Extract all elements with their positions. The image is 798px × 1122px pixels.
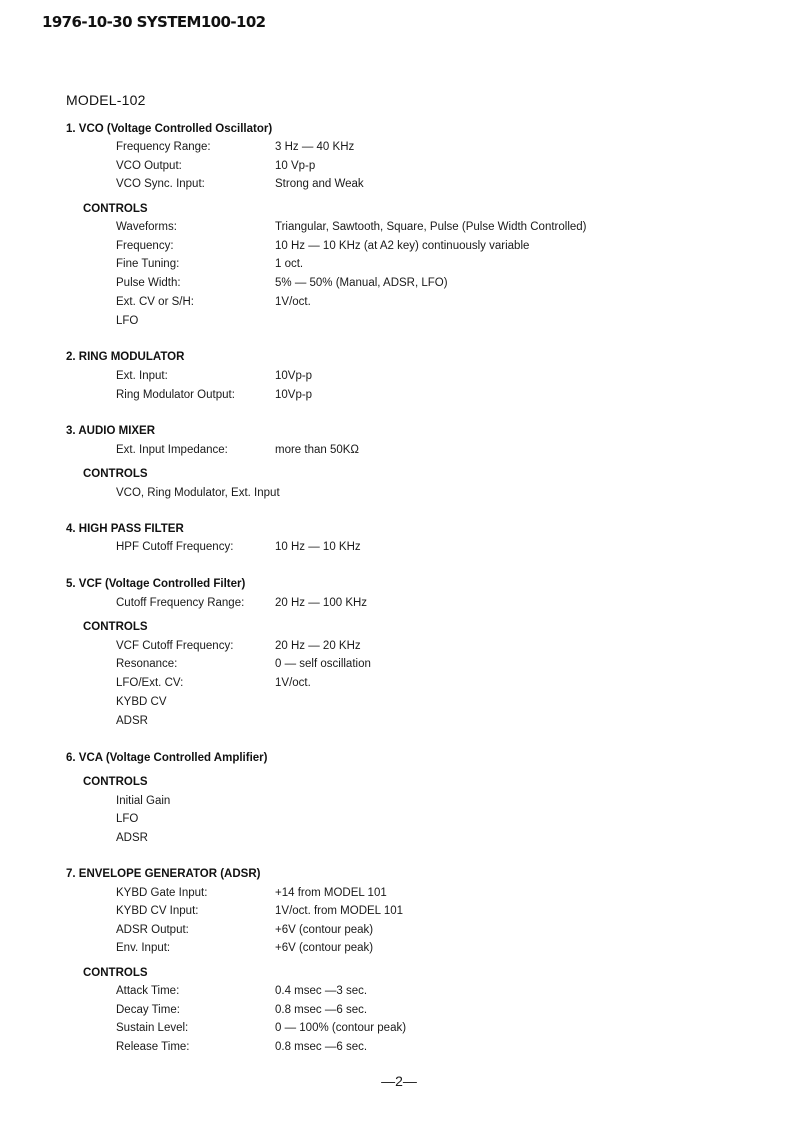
spec-label: KYBD CV Input: xyxy=(116,905,199,917)
control-value: 0.8 msec —6 sec. xyxy=(275,1004,368,1016)
spec-label: Ring Modulator Output: xyxy=(116,389,235,401)
control-value: Triangular, Sawtooth, Square, Pulse (Pulse Width Controlled) xyxy=(275,221,587,233)
control-value: 0.8 msec —6 sec. xyxy=(275,1041,368,1053)
controls-label: CONTROLS xyxy=(83,621,148,633)
spec-value: +14 from MODEL 101 xyxy=(275,887,387,899)
spec-value: 10 Hz — 10 KHz xyxy=(275,541,361,553)
section-title-envelope-generator: 7. ENVELOPE GENERATOR (ADSR) xyxy=(66,868,261,880)
control-label: Sustain Level: xyxy=(116,1022,189,1034)
control-label: Attack Time: xyxy=(116,985,180,997)
spec-label: KYBD Gate Input: xyxy=(116,887,208,899)
spec-value: 20 Hz — 100 KHz xyxy=(275,597,368,609)
control-label: Fine Tuning: xyxy=(116,258,180,270)
control-value: 0 — 100% (contour peak) xyxy=(275,1022,407,1034)
section-title-high-pass-filter: 4. HIGH PASS FILTER xyxy=(66,523,184,535)
spec-value: 10Vp-p xyxy=(275,370,313,382)
control-label: LFO xyxy=(116,813,139,825)
section-title-vca: 6. VCA (Voltage Controlled Amplifier) xyxy=(66,752,268,764)
control-label: VCF Cutoff Frequency: xyxy=(116,640,234,652)
model-title: MODEL-102 xyxy=(66,92,146,108)
section-title-audio-mixer: 3. AUDIO MIXER xyxy=(66,425,156,437)
control-label: Frequency: xyxy=(116,240,174,252)
control-label: Ext. CV or S/H: xyxy=(116,296,194,308)
controls-label: CONTROLS xyxy=(83,468,148,480)
spec-label: Ext. Input: xyxy=(116,370,168,382)
spec-label: VCO Sync. Input: xyxy=(116,178,205,190)
control-label: Waveforms: xyxy=(116,221,177,233)
control-value: 1 oct. xyxy=(275,258,304,270)
control-value: 1V/oct. xyxy=(275,677,311,689)
control-label: Initial Gain xyxy=(116,795,171,807)
spec-label: HPF Cutoff Frequency: xyxy=(116,541,234,553)
spec-value: +6V (contour peak) xyxy=(275,924,374,936)
spec-value: 10 Vp-p xyxy=(275,160,316,172)
section-title-vco: 1. VCO (Voltage Controlled Oscillator) xyxy=(66,123,273,135)
section-title-ring-modulator: 2. RING MODULATOR xyxy=(66,351,185,363)
spec-value: 3 Hz — 40 KHz xyxy=(275,141,355,153)
control-label: Pulse Width: xyxy=(116,277,181,289)
control-value: 5% — 50% (Manual, ADSR, LFO) xyxy=(275,277,448,289)
controls-label: CONTROLS xyxy=(83,776,148,788)
spec-label: Cutoff Frequency Range: xyxy=(116,597,245,609)
control-label: ADSR xyxy=(116,715,148,727)
spec-label: Frequency Range: xyxy=(116,141,211,153)
spec-value: 10Vp-p xyxy=(275,389,313,401)
spec-label: Env. Input: xyxy=(116,942,171,954)
spec-value: more than 50KΩ xyxy=(275,444,360,456)
spec-value: +6V (contour peak) xyxy=(275,942,374,954)
control-value: 20 Hz — 20 KHz xyxy=(275,640,361,652)
controls-label: CONTROLS xyxy=(83,203,148,215)
control-value: 1V/oct. xyxy=(275,296,311,308)
control-label: LFO/Ext. CV: xyxy=(116,677,184,689)
section-title-vcf: 5. VCF (Voltage Controlled Filter) xyxy=(66,578,246,590)
control-label: Resonance: xyxy=(116,658,178,670)
control-value: 10 Hz — 10 KHz (at A2 key) continuously variable xyxy=(275,240,530,252)
control-label: Decay Time: xyxy=(116,1004,180,1016)
spec-label: Ext. Input Impedance: xyxy=(116,444,228,456)
control-label: ADSR xyxy=(116,832,148,844)
document-header: 1976-10-30 SYSTEM100-102 xyxy=(42,13,266,31)
spec-value: 1V/oct. from MODEL 101 xyxy=(275,905,404,917)
control-value: 0.4 msec —3 sec. xyxy=(275,985,368,997)
control-value: 0 — self oscillation xyxy=(275,658,371,670)
spec-label: ADSR Output: xyxy=(116,924,189,936)
control-label: Release Time: xyxy=(116,1041,190,1053)
control-label: KYBD CV xyxy=(116,696,167,708)
control-label: LFO xyxy=(116,315,139,327)
controls-label: CONTROLS xyxy=(83,967,148,979)
control-line: VCO, Ring Modulator, Ext. Input xyxy=(116,487,280,499)
spec-label: VCO Output: xyxy=(116,160,182,172)
spec-value: Strong and Weak xyxy=(275,178,364,190)
page-number: —2— xyxy=(381,1073,417,1089)
